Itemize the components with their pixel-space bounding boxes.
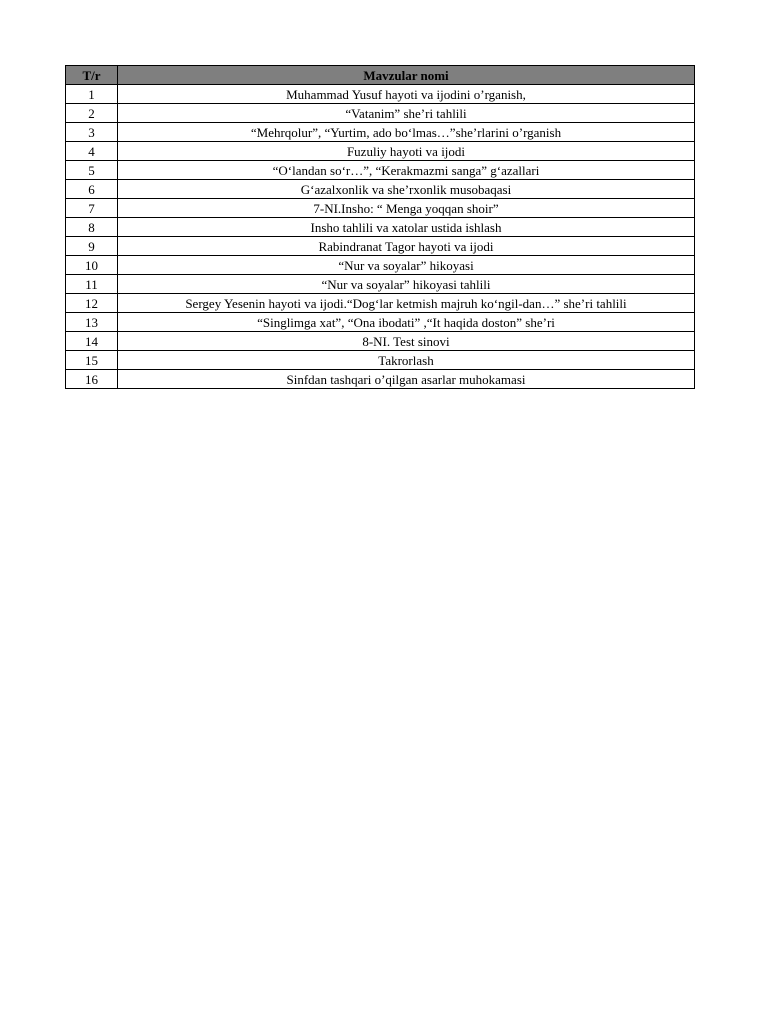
topic-title-cell: Takrorlash [118,351,695,370]
row-number-cell: 3 [66,123,118,142]
row-number-cell: 9 [66,237,118,256]
table-row [66,275,695,294]
topic-title-cell: “Singlimga xat”, “Ona ibodati” ,“It haqida doston” she’ri [118,313,695,332]
table-row [66,332,695,351]
table-row [66,161,695,180]
table-row [66,256,695,275]
topic-title-cell: Sinfdan tashqari o’qilgan asarlar muhokamasi [118,370,695,389]
topic-title-cell: Rabindranat Tagor hayoti va ijodi [118,237,695,256]
row-number-cell: 5 [66,161,118,180]
table-row [66,142,695,161]
row-number-cell: 16 [66,370,118,389]
topic-title-cell: G‘azalxonlik va she’rxonlik musobaqasi [118,180,695,199]
table-row [66,351,695,370]
topic-title-cell: Muhammad Yusuf hayoti va ijodini o’rganish, [118,85,695,104]
row-number-cell: 14 [66,332,118,351]
topic-title-cell: “O‘landan so‘r…”, “Kerakmazmi sanga” g‘azallari [118,161,695,180]
table-row [66,123,695,142]
table-body [66,85,695,389]
table-row [66,85,695,104]
topic-title-cell: Insho tahlili va xatolar ustida ishlash [118,218,695,237]
table-row [66,180,695,199]
topic-title-cell: 7-NI.Insho: “ Menga yoqqan shoir” [118,199,695,218]
table-row [66,370,695,389]
topic-title-cell: “Nur va soyalar” hikoyasi tahlili [118,275,695,294]
topic-title-cell: Fuzuliy hayoti va ijodi [118,142,695,161]
row-number-cell: 11 [66,275,118,294]
row-number-cell: 8 [66,218,118,237]
table-row [66,218,695,237]
row-number-cell: 4 [66,142,118,161]
topic-title-cell: “Nur va soyalar” hikoyasi [118,256,695,275]
row-number-cell: 15 [66,351,118,370]
row-number-cell: 7 [66,199,118,218]
table-row [66,237,695,256]
row-number-cell: 1 [66,85,118,104]
row-number-cell: 6 [66,180,118,199]
row-number-cell: 13 [66,313,118,332]
topic-title-cell: Sergey Yesenin hayoti va ijodi.“Dog‘lar ketmish majruh ko‘ngil-dan…” she’ri tahlili [118,294,695,313]
column-header-number: T/r [66,66,118,85]
topics-table [65,65,695,389]
table-row [66,104,695,123]
table-header-row [66,66,695,85]
topic-title-cell: “Mehrqolur”, “Yurtim, ado bo‘lmas…”she’rlarini o’rganish [118,123,695,142]
table-row [66,313,695,332]
column-header-title: Mavzular nomi [118,66,695,85]
topic-title-cell: “Vatanim” she’ri tahlili [118,104,695,123]
row-number-cell: 12 [66,294,118,313]
topic-title-cell: 8-NI. Test sinovi [118,332,695,351]
table-row [66,294,695,313]
row-number-cell: 10 [66,256,118,275]
row-number-cell: 2 [66,104,118,123]
table-row [66,199,695,218]
